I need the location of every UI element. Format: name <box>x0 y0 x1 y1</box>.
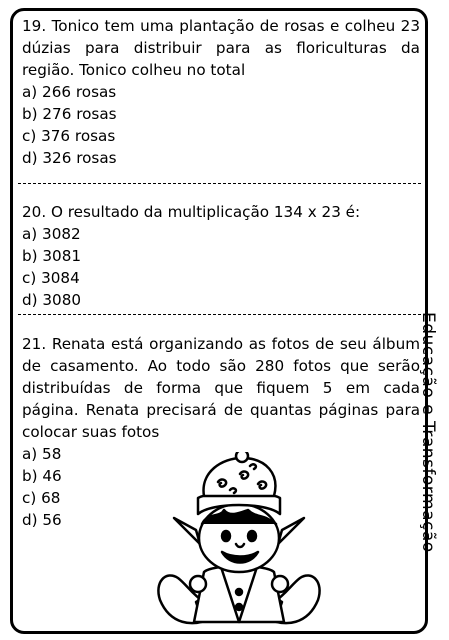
question-20-option-d: d) 3080 <box>22 291 82 309</box>
question-19 <box>22 15 420 169</box>
divider-2 <box>18 314 421 315</box>
question-21-text: 21. Renata está organizando as fotos de seu álbum de casamento. Ao todo são 280 fotos que serão distribuídas de forma que fiquem 5 em cada página. Renata precisará de quantas páginas para colocar suas fotos <box>22 335 420 441</box>
question-19-option-a: a) 266 rosas <box>22 83 117 101</box>
question-21-option-b: b) 46 <box>22 467 62 485</box>
question-21-option-a: a) 58 <box>22 445 62 463</box>
side-caption: Educação e Transformação <box>418 312 438 553</box>
question-20-option-a: a) 3082 <box>22 225 81 243</box>
question-20-option-b: b) 3081 <box>22 247 82 265</box>
question-19-option-c: c) 376 rosas <box>22 127 116 145</box>
question-20-text: 20. O resultado da multiplicação 134 x 23 é: <box>22 203 361 221</box>
question-19-option-b: b) 276 rosas <box>22 105 117 123</box>
question-19-option-d: d) 326 rosas <box>22 149 117 167</box>
question-21-option-d: d) 56 <box>22 511 62 529</box>
question-20-option-c: c) 3084 <box>22 269 80 287</box>
question-21-option-c: c) 68 <box>22 489 61 507</box>
question-19-text: 19. Tonico tem uma plantação de rosas e colheu 23 dúzias para distribuir para as floriculturas da região. Tonico colheu no total <box>22 17 420 79</box>
divider-1 <box>18 183 421 184</box>
elf-illustration-icon <box>152 452 326 634</box>
question-20 <box>22 201 420 311</box>
